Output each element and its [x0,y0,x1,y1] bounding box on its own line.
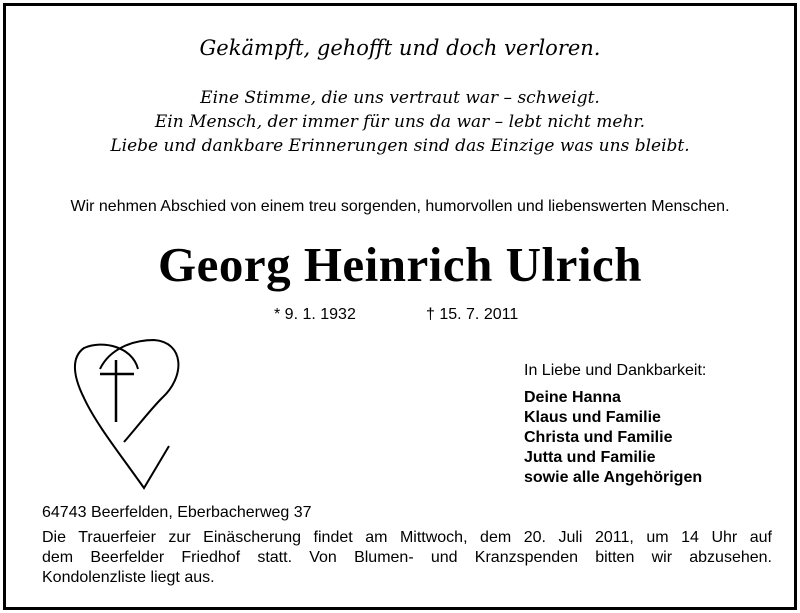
signoff [524,362,706,488]
poem-line: Ein Mensch, der immer für uns da war – lebt nicht mehr. [154,112,646,132]
intro-text: Wir nehmen Abschied von einem treu sorgenden, humorvollen und liebenswerten Menschen. [70,198,730,215]
birth-date: * 9. 1. 1932 [274,306,356,323]
mourner-name: Jutta und Familie [524,449,656,466]
heart-outline-right [100,340,178,442]
mourner-name: Klaus und Familie [524,409,661,426]
address: 64743 Beerfelden, Eberbacherweg 37 [42,504,312,521]
motto-title: Gekämpft, gehofft und doch verloren. [199,36,601,60]
mourner-name: Deine Hanna [524,389,621,406]
heart-outline [75,345,169,488]
service-line: Die Trauerfeier zur Einäscherung findet am Mittwoch, dem 20. Juli 2011, um 14 Uhr auf [42,529,772,546]
poem-line: Eine Stimme, die uns vertraut war – schweigt. [200,88,600,108]
poem [6,86,794,158]
service-line: Kondolenzliste liegt aus. [42,569,215,586]
service-line: dem Beerfelder Friedhof statt. Von Blumen- und Kranzspenden bitten wir abzusehen. [42,549,772,566]
deceased-name: Georg Heinrich Ulrich [157,237,643,292]
service-info [42,528,772,588]
obituary-notice [3,3,797,610]
heart-with-cross-icon [72,336,182,496]
poem-line: Liebe und dankbare Erinnerungen sind das Einzige was uns bleibt. [110,136,690,156]
mourner-name: sowie alle Angehörigen [524,469,703,486]
signoff-lead: In Liebe und Dankbarkeit: [524,362,707,379]
death-date: † 15. 7. 2011 [426,306,519,323]
mourner-name: Christa und Familie [524,429,673,446]
